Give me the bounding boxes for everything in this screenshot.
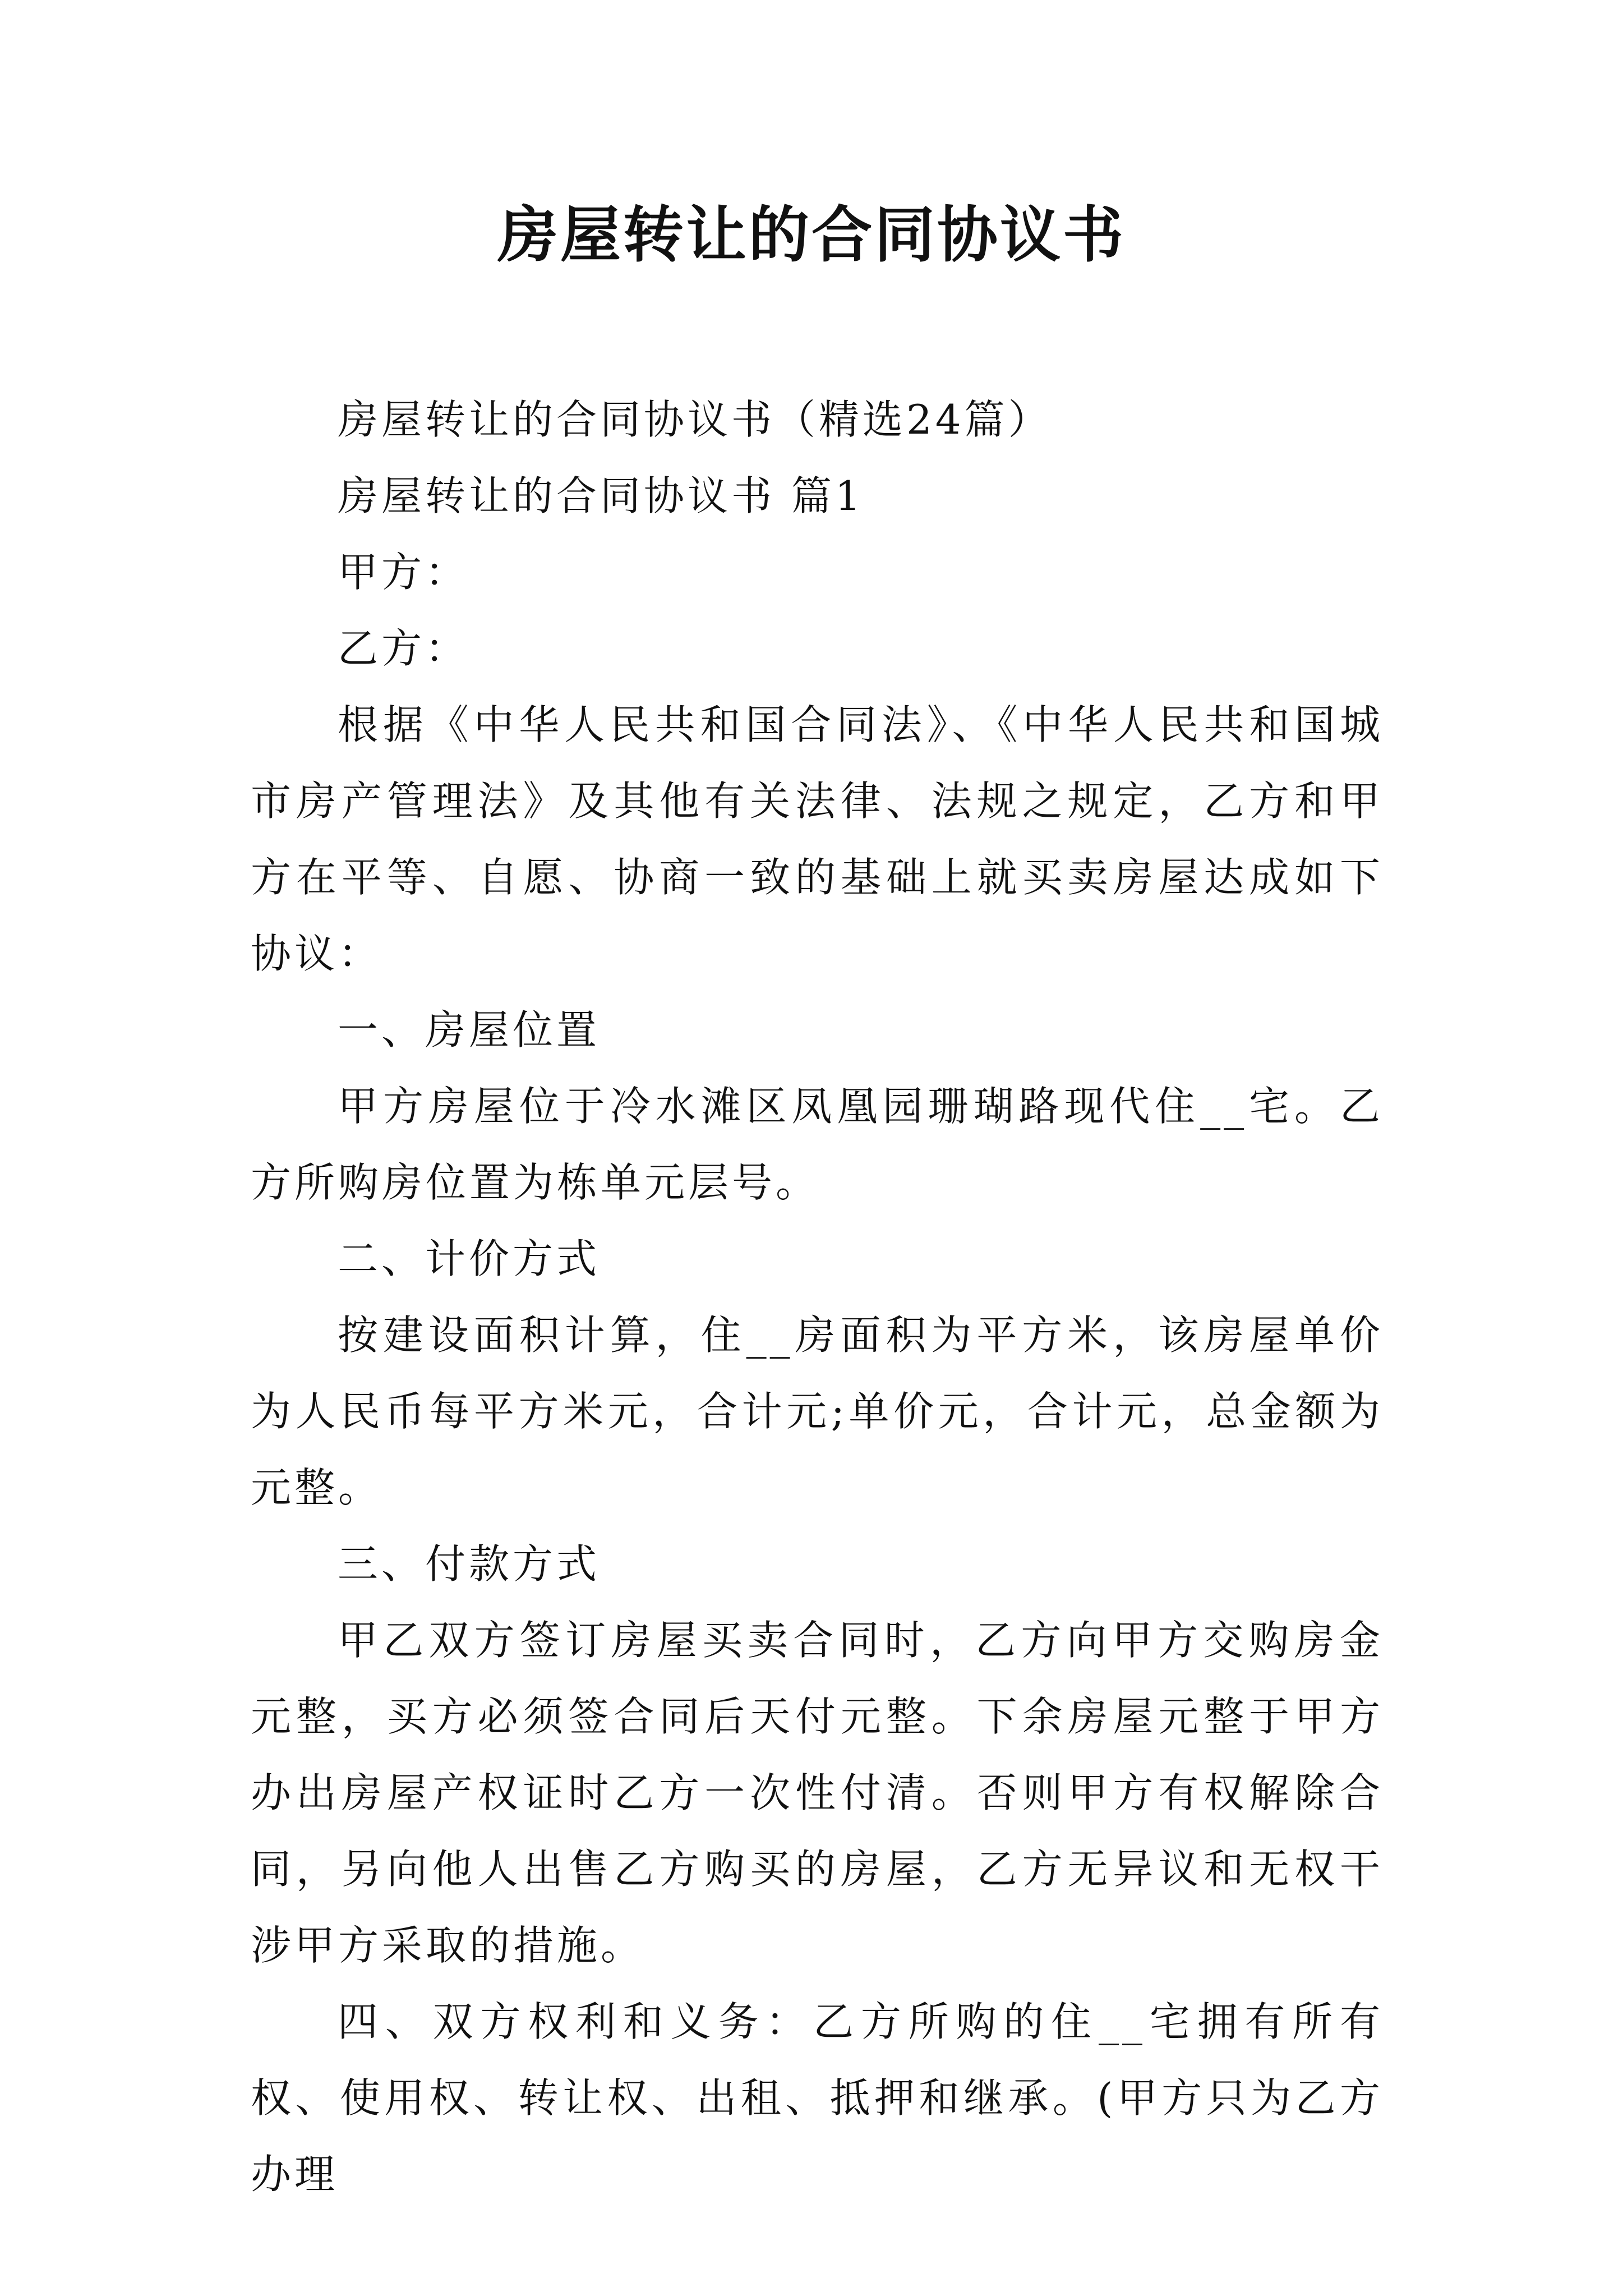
paragraph-location: 甲方房屋位于冷水滩区凤凰园珊瑚路现代住__宅。乙方所购房位置为栋单元层号。 — [251, 1083, 1384, 1206]
paragraph-heading-payment: 三、付款方式 — [338, 1540, 601, 1588]
paragraph-party-a: 甲方： — [338, 549, 469, 596]
paragraph-party-b: 乙方： — [338, 625, 469, 672]
paragraph-subtitle: 房屋转让的合同协议书（精选24篇） — [338, 396, 1052, 443]
paragraph-preamble: 根据《中华人民共和国合同法》、《中华人民共和国城市房产管理法》及其他有关法律、法规之规定，乙方和甲方在平等、自愿、协商一致的基础上就买卖房屋达成如下协议： — [251, 701, 1384, 977]
paragraph-rights: 四、双方权利和义务：乙方所购的住__宅拥有所有权、使用权、转让权、出租、抵押和继承。(甲方只为乙方办理 — [251, 1998, 1384, 2198]
document-title: 房屋转让的合同协议书 — [497, 200, 1126, 270]
paragraph-payment: 甲乙双方签订房屋买卖合同时，乙方向甲方交购房金元整，买方必须签合同后天付元整。下余房屋元整于甲方办出房屋产权证时乙方一次性付清。否则甲方有权解除合同，另向他人出售乙方购买的房屋，乙方无异议和无权干涉甲方采取的措施。 — [251, 1617, 1384, 1969]
paragraph-pricing: 按建设面积计算，住__房面积为平方米，该房屋单价为人民币每平方米元，合计元;单价元，合计元，总金额为元整。 — [251, 1312, 1384, 1511]
paragraph-heading-location: 一、房屋位置 — [338, 1006, 601, 1053]
document-body — [251, 381, 1384, 2212]
paragraph-section-heading: 房屋转让的合同协议书 篇1 — [338, 472, 864, 519]
paragraph-heading-pricing: 二、计价方式 — [338, 1235, 601, 1282]
